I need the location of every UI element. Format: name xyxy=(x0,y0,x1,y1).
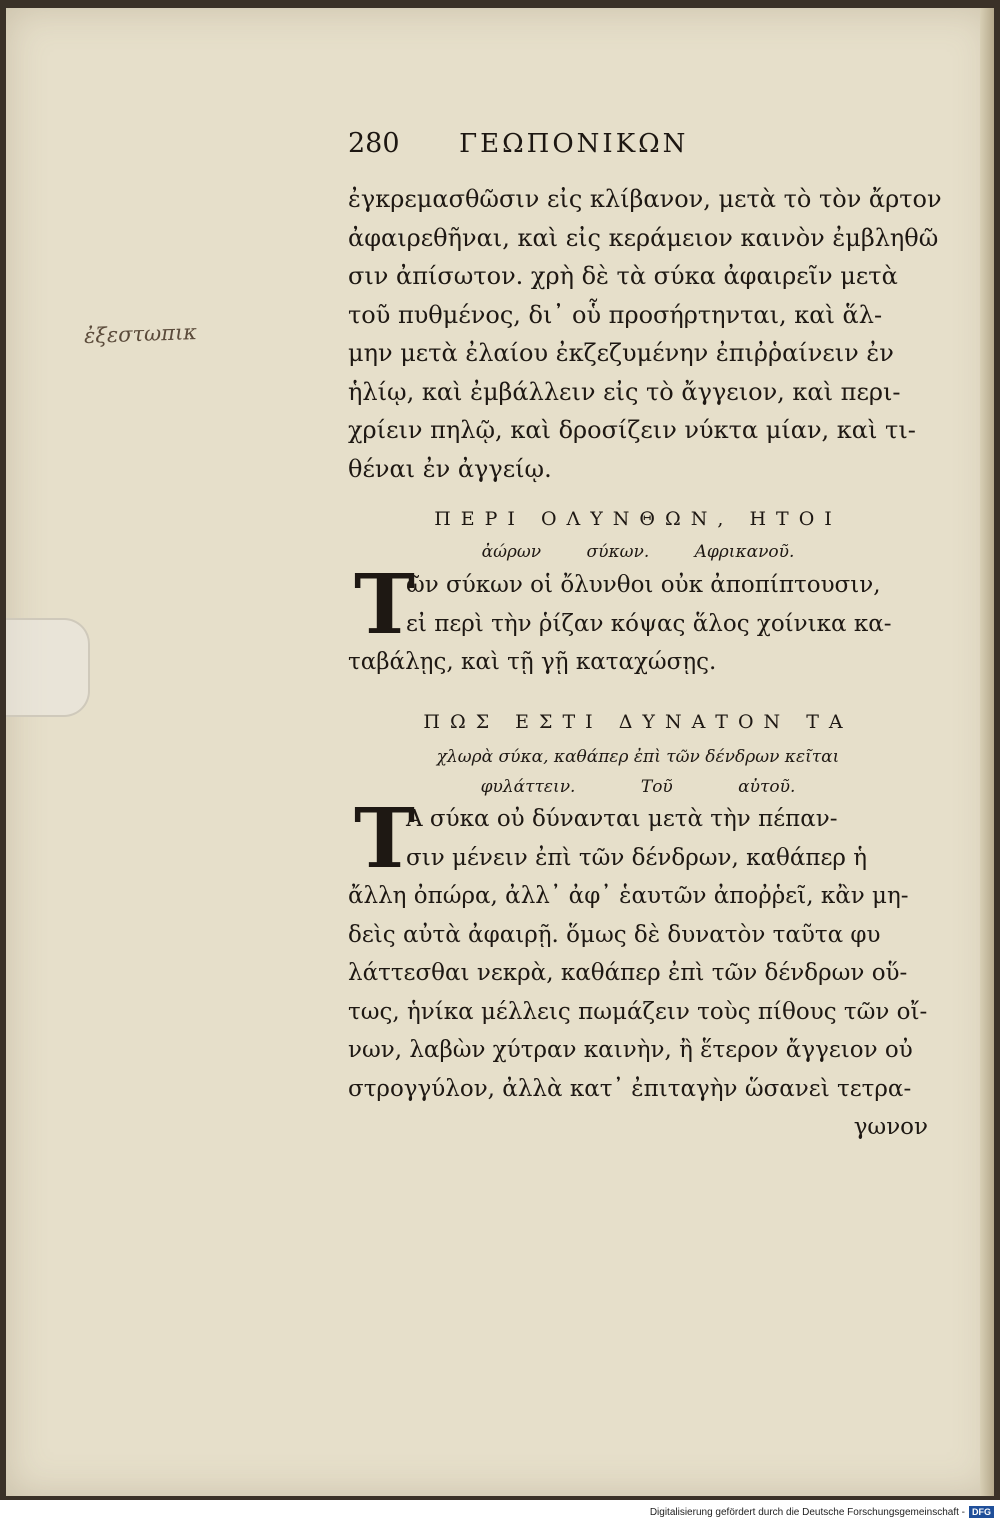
heading-subtitle: ἀώρων σύκων. Αφρικανοῦ. xyxy=(481,542,795,562)
margin-note: ἐξεστωπικ xyxy=(83,320,198,348)
footer-bar xyxy=(0,1500,1000,1524)
drop-cap: T xyxy=(354,557,416,653)
drop-cap: T xyxy=(354,791,416,887)
text-line: εἰ περὶ τὴν ῥίζαν κόψας ἅλος χοίνικα κα- xyxy=(406,610,892,637)
text-line: δεὶς αὐτὰ ἀφαιρῇ. ὅμως δὲ δυνατὸν ταῦτα φυ xyxy=(348,921,881,948)
folio-number: 280 xyxy=(348,128,400,159)
heading-subtitle: χλωρὰ σύκα, καθάπερ ἐπὶ τῶν δένδρων κεῖται xyxy=(436,747,840,767)
text-line: μην μετὰ ἐλαίου ἐκζεζυμένην ἐπιῤῥαίνειν ἐν xyxy=(348,339,894,367)
text-line: λάττεσθαι νεκρὰ, καθάπερ ἐπὶ τῶν δένδρων οὕ- xyxy=(348,960,908,986)
section-heading-2 xyxy=(348,702,928,802)
heading-caps: ΠΩΣ ΕΣΤΙ ΔΥΝΑΤΟΝ ΤΑ xyxy=(423,711,853,733)
clip-mark xyxy=(6,618,90,717)
text-line: ἐγκρεμασθῶσιν εἰς κλίβανον, μετὰ τὸ τὸν ἄρτον xyxy=(348,185,942,213)
page-header xyxy=(348,128,768,159)
dfg-logo: DFG xyxy=(969,1506,994,1518)
page-edge xyxy=(980,8,994,1496)
text-line: τως, ἡνίκα μέλλεις πωμάζειν τοὺς πίθους τῶν οἴ- xyxy=(348,998,928,1025)
text-line: σιν μένειν ἐπὶ τῶν δένδρων, καθάπερ ἡ xyxy=(406,844,868,871)
running-title: ΓΕΩΠΟΝΙΚΩΝ xyxy=(459,129,689,159)
text-line: σιν ἀπίσωτον. χρὴ δὲ τὰ σύκα ἀφαιρεῖν μετὰ xyxy=(348,262,898,290)
funding-note: Digitalisierung gefördert durch die Deutsche Forschungsgemeinschaft - xyxy=(649,1506,965,1518)
text-line: ἀφαιρεθῆναι, καὶ εἰς κεράμειον καινὸν ἐμβληθῶ xyxy=(348,223,939,252)
paragraph-2 xyxy=(348,791,928,1147)
paragraph-1 xyxy=(348,557,928,682)
section-heading-1 xyxy=(348,500,928,566)
heading-caps: ΠΕΡΙ ΟΛΥΝΘΩΝ, ΗΤΟΙ xyxy=(434,508,842,530)
text-line: νων, λαβὼν χύτραν καινὴν, ἢ ἕτερον ἄγγειον οὐ xyxy=(348,1037,913,1063)
text-line: ἡλίῳ, καὶ ἐμβάλλειν εἰς τὸ ἄγγειον, καὶ περι- xyxy=(348,377,901,406)
text-line: ἄλλη ὀπώρα, ἀλλ᾽ ἀφ᾽ ἑαυτῶν ἀποῤῥεῖ, κἂν μη- xyxy=(348,883,909,909)
text-line: ῶν σύκων οἱ ὄλυνθοι οὐκ ἀποπίπτουσιν, xyxy=(406,572,881,598)
text-line: θέναι ἐν ἀγγείῳ. xyxy=(348,454,552,483)
text-line: ταβάλῃς, καὶ τῇ γῇ καταχώσῃς. xyxy=(348,649,717,675)
text-line: χρίειν πηλῷ, καὶ δροσίζειν νύκτα μίαν, καὶ τι- xyxy=(348,416,916,444)
text-block-continuation xyxy=(348,180,942,488)
text-line: τοῦ πυθμένος, δι᾽ οὗ προσήρτηνται, καὶ ἅλ- xyxy=(348,300,883,329)
text-line: στρογγύλον, ἀλλὰ κατ᾽ ἐπιταγὴν ὥσανεὶ τετρα- xyxy=(348,1075,912,1102)
text-line: Α σύκα οὐ δύνανται μετὰ τὴν πέπαν- xyxy=(406,806,838,832)
heading-subtitle: φυλάττειν. Τοῦ αὐτοῦ. xyxy=(480,777,796,797)
catchword: γωνον xyxy=(853,1114,928,1140)
